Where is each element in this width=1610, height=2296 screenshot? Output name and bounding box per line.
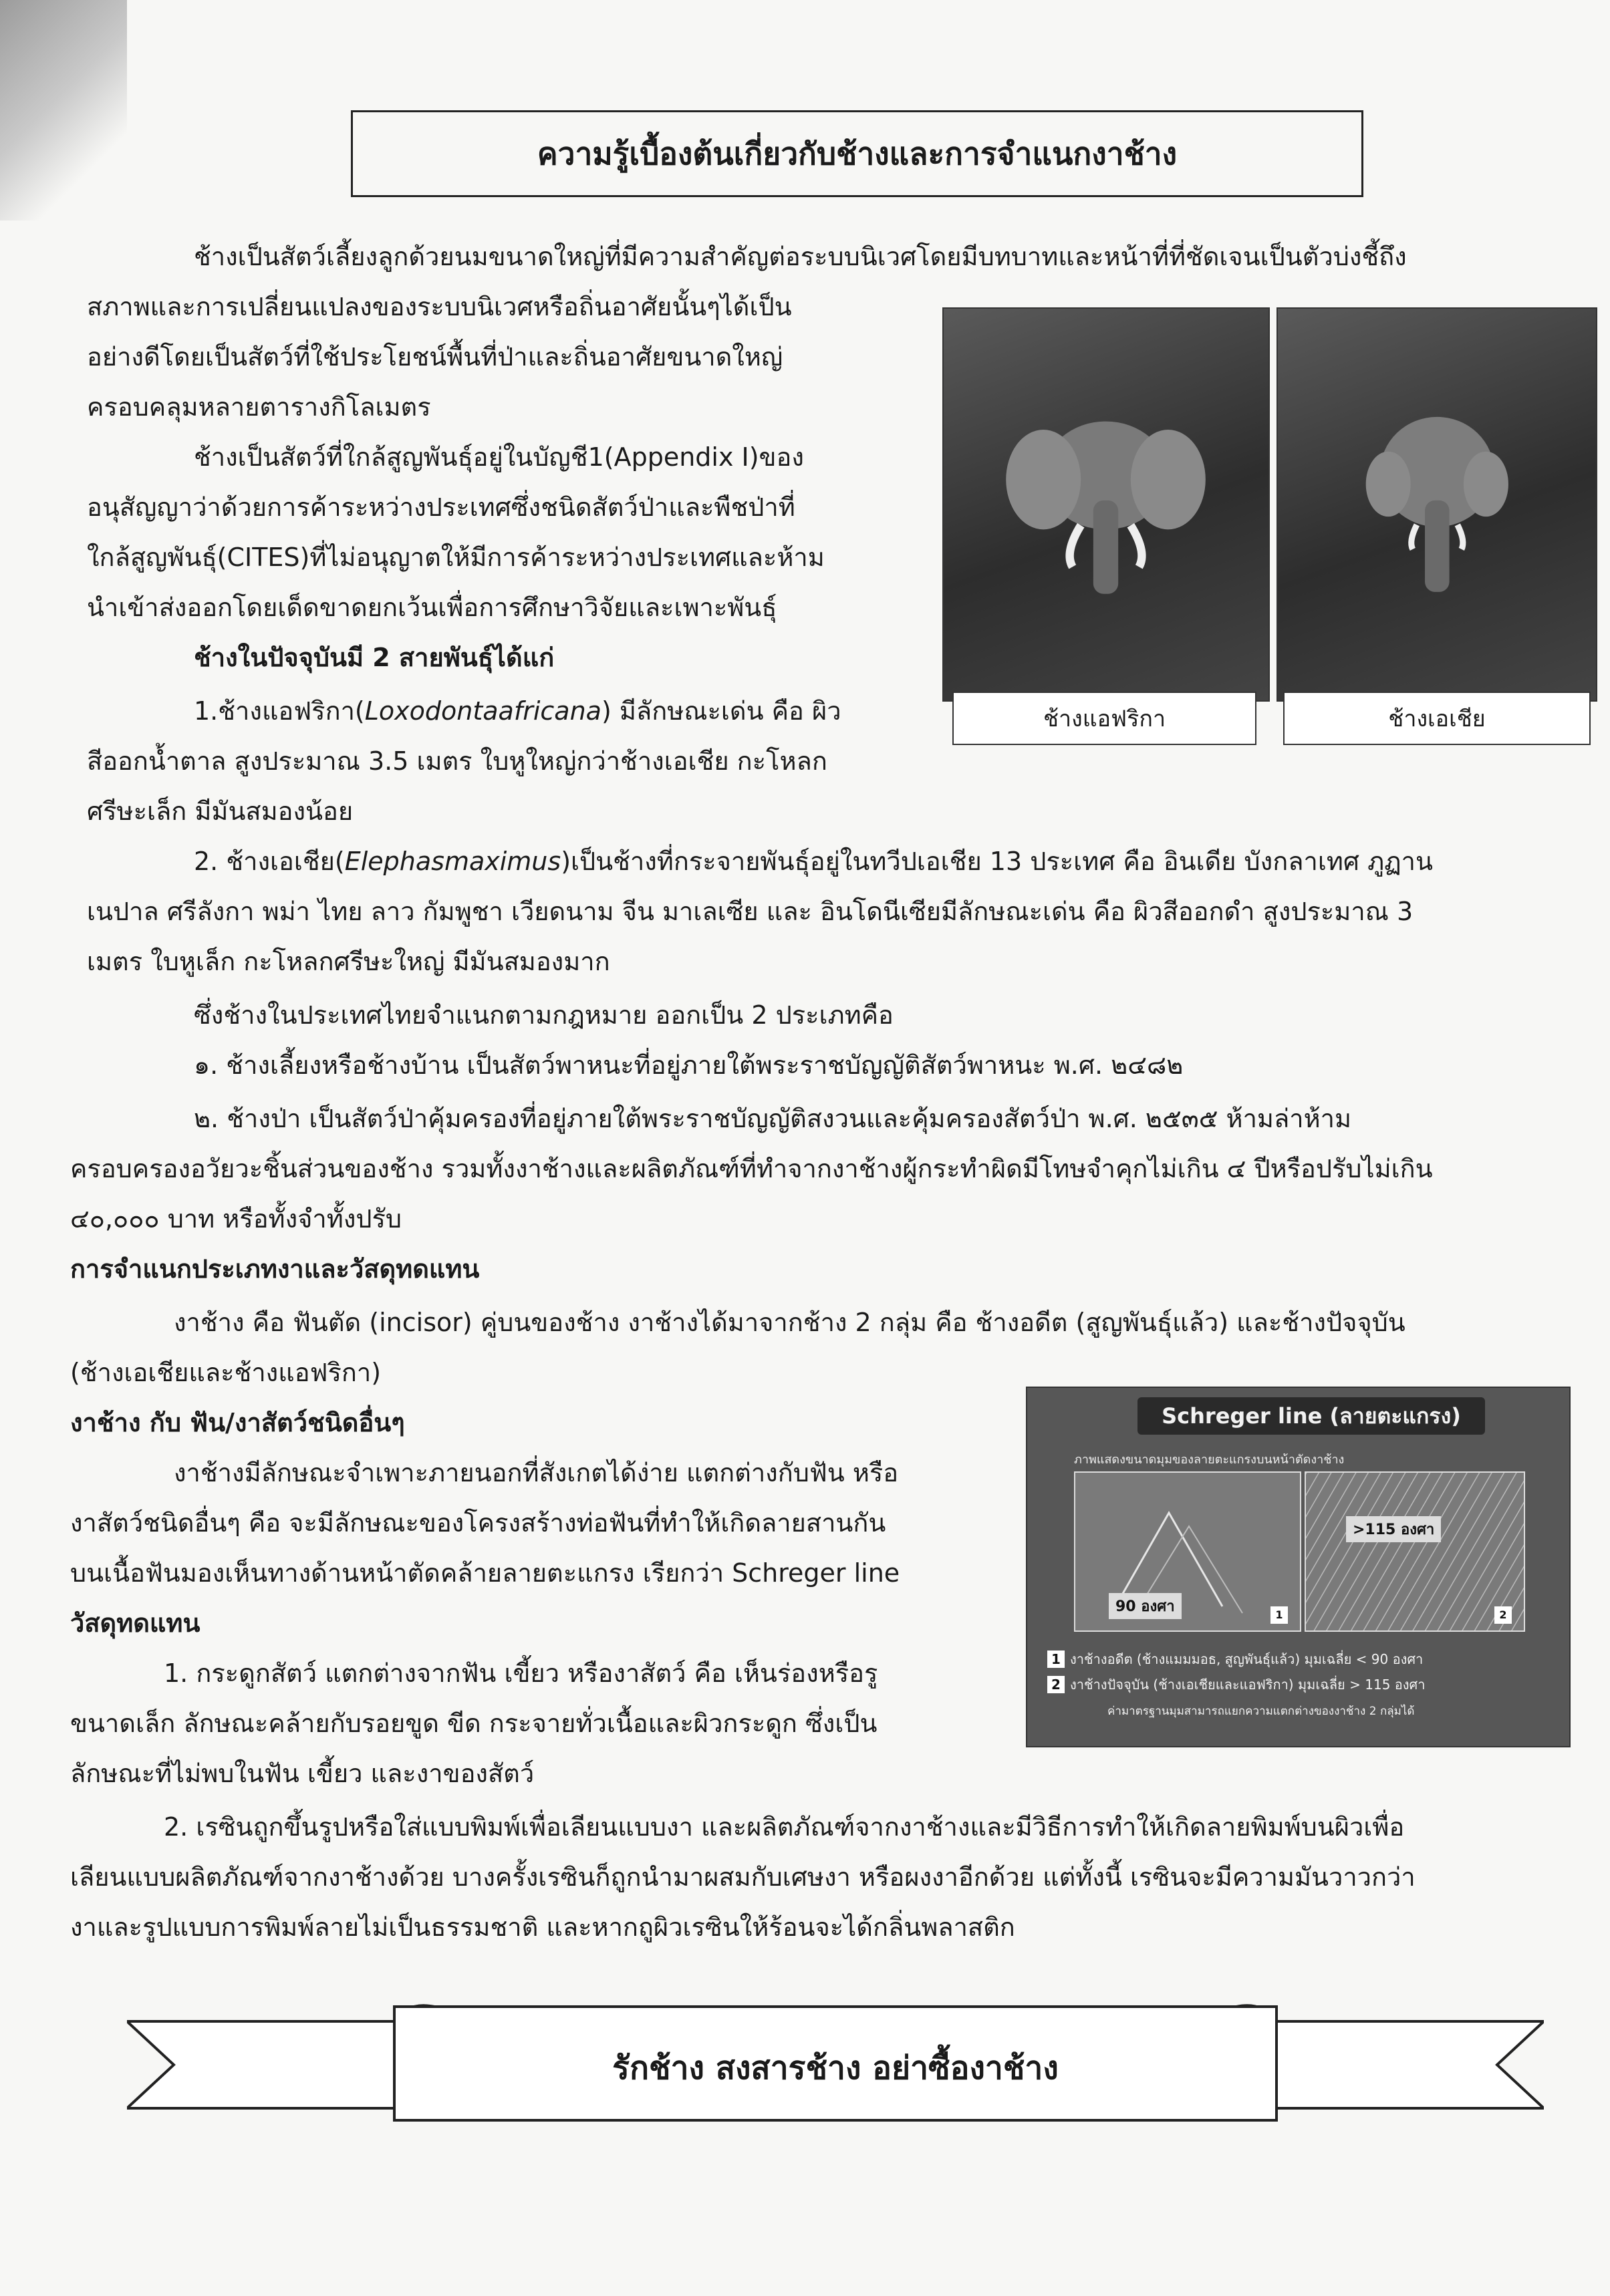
african-scientific-name: Loxodontaafricana [364, 696, 601, 726]
african-line-2: สีออกน้ำตาล สูงประมาณ 3.5 เมตร ใบหูใหญ่กว่าช้างเอเชีย กะโหลก [87, 746, 827, 776]
intro-line-1: ช้างเป็นสัตว์เลี้ยงลูกด้วยนมขนาดใหญ่ที่มีความสำคัญต่อระบบนิเวศโดยมีบทบาทและหน้าที่ที่ชัดเจนเป็นตัวบ่งชี้ถึง [194, 242, 1407, 271]
asian-elephant-illustration [1335, 355, 1539, 645]
schreger-panel-number-1: 1 [1270, 1606, 1288, 1624]
asian-elephant-caption: ช้างเอเชีย [1283, 692, 1591, 745]
classification-heading: การจำแนกประเภทงาและวัสดุทดแทน [70, 1254, 480, 1284]
substitute-1-line-3: ลักษณะที่ไม่พบในฟัน เขี้ยว และงาของสัตว์ [70, 1759, 535, 1788]
intro-line-6: อนุสัญญาว่าด้วยการค้าระหว่างประเทศซึ่งชนิดสัตว์ป่าและพืชป่าที่ [87, 492, 795, 522]
schreger-figure-title: Schreger line (ลายตะแกรง) [1137, 1397, 1485, 1435]
substitute-2-line-1: 2. เรซินถูกขึ้นรูปหรือใส่แบบพิมพ์เพื่อเลียนแบบงา และผลิตภัณฑ์จากงาช้างและมีวิธีการทำให้เกิดลายพิมพ์บนผิวเพื่อ [164, 1812, 1405, 1842]
asian-line-2: เนปาล ศรีลังกา พม่า ไทย ลาว กัมพูชา เวียดนาม จีน มาเลเซีย และ อินโดนีเซียมีลักษณะเด่น คือ ผิวสีออกดำ สูงประมาณ 3 [87, 897, 1414, 926]
schreger-panel-extinct [1074, 1471, 1301, 1632]
intro-line-7: ใกล้สูญพันธุ์(CITES)ที่ไม่อนุญาตให้มีการค้าระหว่างประเทศและห้าม [87, 543, 825, 572]
classification-line-2: (ช้างเอเชียและช้างแอฟริกา) [70, 1358, 382, 1387]
schreger-panel-modern [1305, 1471, 1525, 1632]
substitute-2-line-3: งาและรูปแบบการพิมพ์ลายไม่เป็นธรรมชาติ และหากถูผิวเรซินให้ร้อนจะได้กลิ่นพลาสติก [70, 1912, 1015, 1942]
intro-line-2: สภาพและการเปลี่ยนแปลงของระบบนิเวศหรือถิ่นอาศัยนั้นๆได้เป็น [87, 292, 792, 321]
tusk-comparison-line-2: งาสัตว์ชนิดอื่นๆ คือ จะมีลักษณะของโครงสร้างท่อฟันที่ทำให้เกิดลายสานกัน [70, 1508, 886, 1538]
schreger-angle-label-2: >115 องศา [1346, 1516, 1441, 1542]
law-item-1: ๑. ช้างเลี้ยงหรือช้างบ้าน เป็นสัตว์พาหนะที่อยู่ภายใต้พระราชบัญญัติสัตว์พาหนะ พ.ศ. ๒๔๘๒ [194, 1050, 1184, 1080]
slogan-text: รักช้าง สงสารช้าง อย่าซื้องาช้าง [612, 2049, 1059, 2087]
page-title: ความรู้เบื้องต้นเกี่ยวกับช้างและการจำแนกงาช้าง [351, 110, 1363, 197]
law-intro: ซึ่งช้างในประเทศไทยจำแนกตามกฎหมาย ออกเป็น 2 ประเภทคือ [194, 1000, 894, 1030]
schreger-legend-1: 1 งาช้างอดีต (ช้างแมมมอธ, สูญพันธุ์แล้ว) มุมเฉลี่ย < 90 องศา [1047, 1648, 1423, 1670]
schreger-panel-number-2: 2 [1494, 1606, 1512, 1624]
asian-elephant-photo [1277, 307, 1597, 702]
page-fold-shadow [0, 0, 127, 221]
substitute-2-line-2: เลียนแบบผลิตภัณฑ์จากงาช้างด้วย บางครั้งเรซินก็ถูกนำมาผสมกับเศษงา หรือผงงาอีกด้วย แต่ทั้งนี้ เรซินจะมีความมันวาวกว่า [70, 1862, 1416, 1892]
law-item-2-line-2: ครอบครองอวัยวะชิ้นส่วนของช้าง รวมทั้งงาช้างและผลิตภัณฑ์ที่ทำจากงาช้างผู้กระทำผิดมีโทษจำคุกไม่เกิน ๔ ปีหรือปรับไม่เกิน [70, 1154, 1433, 1183]
intro-line-4: ครอบคลุมหลายตารางกิโลเมตร [87, 392, 431, 422]
law-item-2-line-1: ๒. ช้างป่า เป็นสัตว์ป่าคุ้มครองที่อยู่ภายใต้พระราชบัญญัติสงวนและคุ้มครองสัตว์ป่า พ.ศ. ๒๕๓๕ ห้ามล่าห้าม [194, 1104, 1352, 1133]
species-heading: ช้างในปัจจุบันมี 2 สายพันธุ์ได้แก่ [194, 643, 555, 672]
schreger-legend-2: 2 งาช้างปัจจุบัน (ช้างเอเชียและแอฟริกา) มุมเฉลี่ย > 115 องศา [1047, 1674, 1425, 1695]
african-line-1: 1.ช้างแอฟริกา(Loxodontaafricana) มีลักษณะเด่น คือ ผิว [194, 696, 841, 726]
tusk-comparison-heading: งาช้าง กับ ฟัน/งาสัตว์ชนิดอื่นๆ [70, 1408, 405, 1437]
schreger-figure-subtitle: ภาพแสดงขนาดมุมของลายตะแกรงบนหน้าตัดงาช้าง [1074, 1453, 1345, 1467]
schreger-line-figure [1026, 1387, 1571, 1747]
african-elephant-caption: ช้างแอฟริกา [952, 692, 1256, 745]
intro-line-3: อย่างดีโดยเป็นสัตว์ที่ใช้ประโยชน์พื้นที่ป่าและถิ่นอาศัยขนาดใหญ่ [87, 342, 783, 372]
african-elephant-photo [942, 307, 1270, 702]
intro-line-8: นำเข้าส่งออกโดยเด็ดขาดยกเว้นเพื่อการศึกษาวิจัยและเพาะพันธุ์ [87, 593, 777, 622]
asian-line-3: เมตร ใบหูเล็ก กะโหลกศรีษะใหญ่ มีมันสมองมาก [87, 947, 610, 976]
tusk-comparison-line-3: บนเนื้อฟันมองเห็นทางด้านหน้าตัดคล้ายลายตะแกรง เรียกว่า Schreger line [70, 1558, 900, 1588]
schreger-crosshatch-modern [1306, 1473, 1524, 1630]
substitute-1-line-2: ขนาดเล็ก ลักษณะคล้ายกับรอยขูด ขีด กระจายทั่วเนื้อและผิวกระดูก ซึ่งเป็น [70, 1709, 878, 1738]
tusk-comparison-line-1: งาช้างมีลักษณะจำเพาะภายนอกที่สังเกตได้ง่าย แตกต่างกับฟัน หรือ [174, 1458, 899, 1487]
asian-scientific-name: Elephasmaximus [344, 847, 561, 876]
schreger-angle-label-1: 90 องศา [1109, 1593, 1182, 1619]
substitutes-heading: วัสดุทดแทน [70, 1608, 200, 1638]
law-item-2-line-3: ๔๐,๐๐๐ บาท หรือทั้งจำทั้งปรับ [70, 1204, 402, 1234]
asian-line-1: 2. ช้างเอเชีย(Elephasmaximus)เป็นช้างที่กระจายพันธุ์อยู่ในทวีปเอเชีย 13 ประเทศ คือ อินเดีย บังกลาเทศ ภูฏาน [194, 847, 1433, 876]
schreger-note: ค่ามาตรฐานมุมสามารถแยกความแตกต่างของงาช้าง 2 กลุ่มได้ [1107, 1705, 1415, 1718]
african-elephant-illustration [1002, 355, 1210, 645]
african-line-3: ศรีษะเล็ก มีมันสมองน้อย [87, 797, 354, 826]
substitute-1-line-1: 1. กระดูกสัตว์ แตกต่างจากฟัน เขี้ยว หรืองาสัตว์ คือ เห็นร่องหรือรู [164, 1659, 878, 1688]
intro-line-5: ช้างเป็นสัตว์ที่ใกล้สูญพันธุ์อยู่ในบัญชี1(Appendix I)ของ [194, 442, 804, 472]
classification-line-1: งาช้าง คือ ฟันตัด (incisor) คู่บนของช้าง งาช้างได้มาจากช้าง 2 กลุ่ม คือ ช้างอดีต (สูญพันธุ์แล้ว) และช้างปัจจุบัน [174, 1308, 1405, 1337]
